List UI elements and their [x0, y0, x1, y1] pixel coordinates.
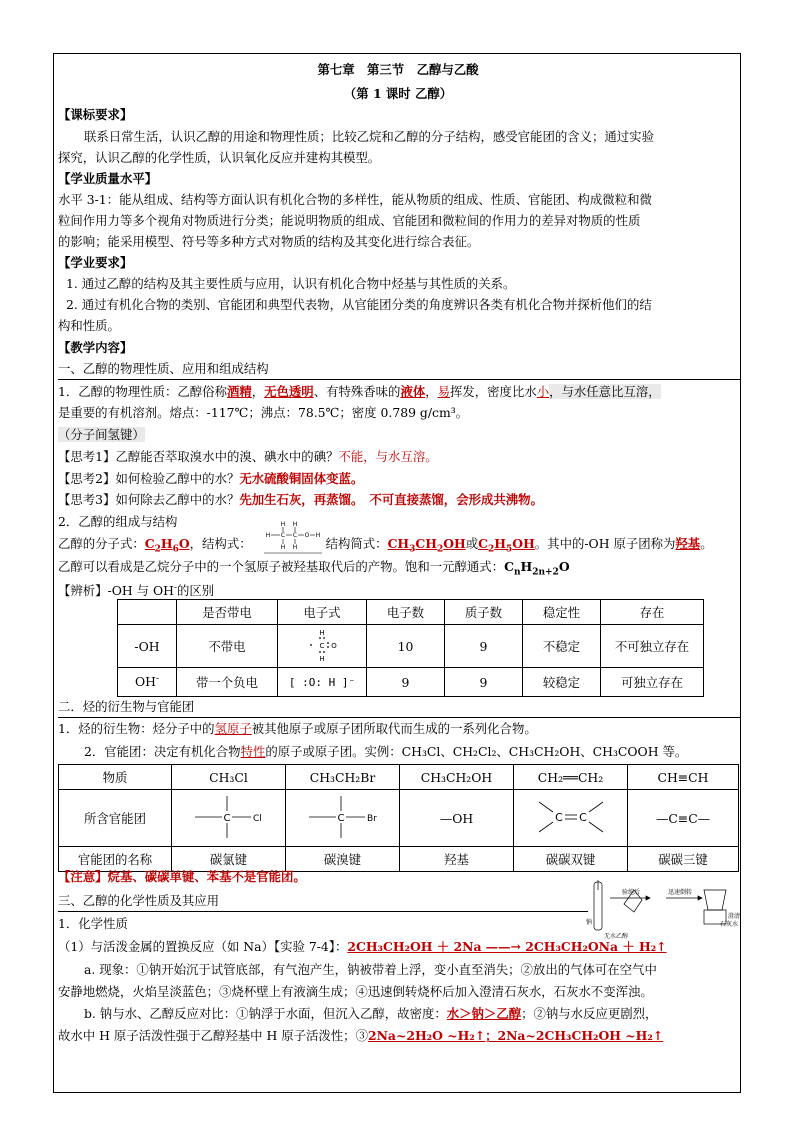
think-1: 【思考1】乙醇能否萃取溴水中的溴、碘水中的碘？不能，与水互溶。: [58, 449, 438, 464]
svg-text:C: C: [337, 812, 344, 824]
chem-property-title: 1．化学性质: [58, 916, 128, 931]
atom-c: C: [292, 532, 298, 539]
bianxi-line: 【辨析】-OH 与 OH-的区别: [58, 583, 215, 599]
ethanol-structural-formula: [262, 520, 324, 554]
atom-c: C: [280, 532, 286, 539]
comparison-line-1: b. 钠与水、乙醇反应对比：①钠浮于水面，但沉入乙醇，故密度：水＞钠＞乙醇；②钠与水反应更剧烈，: [84, 1006, 658, 1021]
zhiliang-line-1: 水平 3-1：能从组成、结构等方面认识有机化合物的多样性，能从物质的组成、性质、官能团、构成微粒和微: [58, 192, 652, 207]
physical-property-line-1: 1．乙醇的物理性质：乙醇俗称酒精，无色透明、有特殊香味的液体，易挥发，密度比水小，与水任意比互溶，: [58, 384, 661, 399]
functional-group-definition: 2．官能团：决定有机化合物特性的原子或原子团。实例：CH₃Cl、CH₂Cl₂、CH₃CH₂OH、CH₃COOH 等。: [84, 744, 688, 759]
hydroxyl-electron-formula: [302, 627, 342, 663]
atom-o: O: [304, 532, 310, 539]
zhiliang-line-3: 的影响；能采用模型、符号等多种方式对物质的结构及其变化进行综合表征。: [58, 234, 480, 249]
derivation-line: 乙醇可以看成是乙烷分子中的一个氢原子被羟基取代后的产物。饱和一元醇通式：$C_nH_{2n+2}O$: [58, 559, 570, 578]
svg-text:迅速倒转: 迅速倒转: [668, 889, 693, 896]
svg-text:钠: 钠: [586, 919, 593, 926]
svg-text:澄清: 澄清: [728, 913, 741, 920]
atom-h: H: [280, 521, 286, 528]
table-row: 所含官能团 C Cl C Br —OH C C —C≡C—: [59, 790, 739, 847]
kebiao-line-2: 探究，认识乙醇的化学性质，认识氧化反应并建构其模型。: [58, 150, 381, 165]
svg-text:C: C: [554, 810, 563, 824]
carbon-double-bond-diagram: [521, 792, 621, 842]
heading-kebiao: 【课标要求】: [58, 107, 133, 122]
svg-text:Br: Br: [366, 813, 377, 824]
hydrogen-bond-note: （分子间氢键）: [58, 427, 145, 442]
yaoqiu-line-2a: 2. 通过有机化合物的类别、官能团和典型代表物，从官能团分类的角度辨识各类有机化合物并探析他们的结: [66, 297, 652, 312]
page-title: 第七章 第三节 乙醇与乙酸: [317, 62, 479, 77]
atom-h: H: [280, 544, 286, 551]
svg-text:C: C: [319, 641, 325, 650]
page-subtitle: （第 1 课时 乙醇）: [343, 86, 453, 101]
table-row: 物质 CH₃Cl CH₃CH₂Br CH₃CH₂OH CH₂══CH₂ CH≡CH: [59, 765, 739, 790]
svg-text:O: O: [331, 641, 337, 650]
carbon-chlorine-bond-diagram: [179, 792, 279, 842]
table-header-row: 是否带电 电子式 电子数 质子数 稳定性 存在: [118, 600, 704, 625]
composition-title: 2．乙醇的组成与结构: [58, 514, 178, 529]
section-1-title: 一、乙醇的物理性质、应用和组成结构: [58, 359, 740, 380]
svg-text:H: H: [319, 654, 325, 663]
yaoqiu-line-1: 1. 通过乙醇的结构及其主要性质与应用，认识有机化合物中烃基与其性质的关系。: [66, 276, 516, 291]
functional-group-table: [58, 764, 739, 872]
svg-text:C: C: [578, 810, 587, 824]
svg-text:验纯后: 验纯后: [622, 889, 641, 896]
experiment-apparatus: [586, 880, 741, 940]
svg-text:石灰水: 石灰水: [720, 921, 739, 928]
heading-neirong: 【教学内容】: [58, 340, 133, 355]
yaoqiu-line-2b: 构和性质。: [58, 318, 120, 333]
svg-text:C: C: [223, 812, 230, 824]
physical-property-line-2: 是重要的有机溶剂。熔点：-117℃；沸点：78.5℃；密度 0.789 g/cm³。: [58, 405, 469, 420]
svg-text:Cl: Cl: [252, 813, 262, 824]
think-3: 【思考3】如何除去乙醇中的水？先加生石灰，再蒸馏。 不可直接蒸馏，会形成共沸物。: [58, 492, 543, 507]
carbon-bromine-bond-diagram: [293, 792, 393, 842]
heading-zhiliang: 【学业质量水平】: [58, 171, 158, 186]
heading-yaoqiu: 【学业要求】: [58, 255, 133, 270]
think-2: 【思考2】如何检验乙醇中的水？无水硫酸铜固体变蓝。: [58, 471, 364, 486]
table-row: 官能团的名称 碳氯键 碳溴键 羟基 碳碳双键 碳碳三键: [59, 847, 739, 872]
svg-text:无水乙醇: 无水乙醇: [604, 933, 629, 940]
phenomenon-line-1: a. 现象：①钠开始沉于试管底部，有气泡产生，钠被带着上浮，变小直至消失；②放出的气体可在空气中: [84, 962, 657, 977]
atom-h: H: [315, 532, 321, 539]
formula-line: 乙醇的分子式：$C_2H_6O$，结构式： 结构简式：$CH_3CH_2OH$或$C_2H_5OH$。其中的-OH 原子团称为羟基。: [58, 536, 713, 555]
table-row: OH- 带一个负电 [ :O: H ]⁻ 9 9 较稳定 可独立存在: [118, 668, 704, 697]
atom-h: H: [292, 521, 298, 528]
section-3-title: 三、乙醇的化学性质及其应用: [58, 891, 588, 912]
atom-h: H: [292, 544, 298, 551]
oh-comparison-table: [117, 599, 704, 697]
zhiliang-line-2: 粒间作用力等多个视角对物质进行分类；能说明物质的组成、官能团和微粒间的作用力的差异对物质的性质: [58, 213, 641, 228]
note-line: 【注意】烷基、碳碳单键、苯基不是官能团。: [58, 869, 306, 884]
atom-h: H: [265, 532, 271, 539]
table-row: -OH 不带电 H C O H 10 9 不稳定 不可独立存在: [118, 625, 704, 668]
phenomenon-line-2: 安静地燃烧，火焰呈淡蓝色；③烧杯壁上有液滴生成；④迅速倒转烧杯后加入澄清石灰水，石灰水不变浑浊。: [58, 984, 653, 999]
section-2-title: 二．烃的衍生物与官能团: [58, 697, 740, 718]
kebiao-line-1: 联系日常生活，认识乙醇的用途和物理性质；比较乙烷和乙醇的分子结构，感受官能团的含义；通过实验: [84, 129, 654, 144]
sodium-reaction-line: （1）与活泼金属的置换反应（如 Na）【实验 7-4】：2CH₃CH₂OH ＋ 2Na ——→ 2CH₃CH₂ONa ＋ H₂↑: [58, 939, 667, 954]
comparison-line-2: 故水中 H 原子活泼性强于乙醇羟基中 H 原子活泼性；③2Na~2H₂O ~H₂↑；2Na~2CH₃CH₂OH ~H₂↑: [58, 1028, 664, 1043]
derivative-definition: 1．烃的衍生物：烃分子中的氢原子被其他原子或原子团所取代而生成的一系列化合物。: [58, 721, 537, 736]
svg-text:H: H: [319, 628, 325, 637]
